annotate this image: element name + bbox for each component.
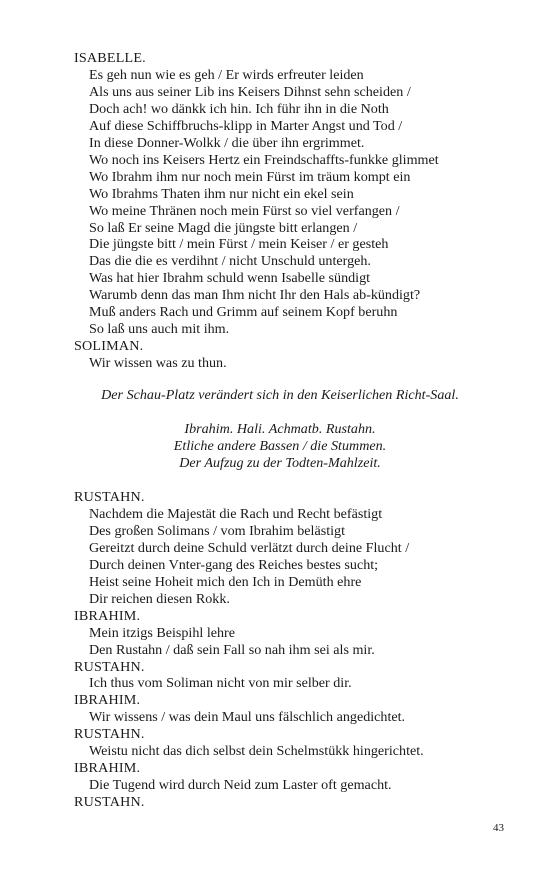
cast-list: [60, 421, 500, 472]
verse-line: Dir reichen diesen Rokk.: [89, 590, 230, 607]
verse-line: Auf diese Schiffbruchs-klipp in Marter Angst und Tod /: [89, 117, 403, 134]
verse-line: Die jüngste bitt / mein Fürst / mein Keiser / er gesteh: [89, 236, 389, 253]
verse-line: Den Rustahn / daß sein Fall so nah ihm sei als mir.: [89, 641, 375, 658]
verse-line: Des großen Solimans / vom Ibrahim belästigt: [89, 522, 345, 539]
verse-line: In diese Donner-Wolkk / die über ihn ergrimmet.: [89, 134, 365, 151]
stage-direction: [60, 387, 500, 404]
verse-line: Die Tugend wird durch Neid zum Laster oft gemacht.: [89, 777, 392, 794]
speaker-name: RUSTAHN.: [74, 794, 145, 811]
speaker-name: RUSTAHN.: [74, 489, 145, 505]
speaker-name: ISABELLE.: [74, 50, 146, 66]
verse-line: Heist seine Hoheit mich den Ich in Demüth ehre: [89, 573, 362, 590]
verse-line: Was hat hier Ibrahm schuld wenn Isabelle sündigt: [89, 270, 371, 287]
speaker-name: IBRAHIM.: [74, 760, 141, 777]
verse-line: Wo meine Thränen noch mein Fürst so viel verfangen /: [89, 202, 400, 219]
verse-line: So laß uns auch mit ihm.: [89, 321, 230, 338]
speaker-name: SOLIMAN.: [74, 338, 144, 355]
speaker-name: IBRAHIM.: [74, 692, 141, 709]
page-number: 43: [493, 822, 504, 834]
verse-line: Wir wissens / was dein Maul uns fälschlich angedichtet.: [89, 709, 406, 726]
verse-line: Das die die es verdihnt / nicht Unschuld untergeh.: [89, 253, 371, 270]
speaker-name: RUSTAHN.: [74, 658, 145, 675]
verse-line: Muß anders Rach und Grimm auf seinem Kopf beruhn: [89, 304, 398, 321]
verse-line: Weistu nicht das dich selbst dein Schelmstükk hingerichtet.: [89, 743, 424, 760]
dialogue-block-1: [74, 50, 494, 372]
verse-line: Nachdem die Majestät die Rach und Recht befästigt: [89, 505, 383, 522]
verse-line: Durch deinen Vnter-gang des Reiches bestes sucht;: [89, 556, 379, 573]
verse-line: Es geh nun wie es geh / Er wirds erfreuter leiden: [89, 66, 364, 83]
verse-line: Wo Ibrahms Thaten ihm nur nicht ein ekel sein: [89, 185, 354, 202]
speaker-name: RUSTAHN.: [74, 726, 145, 743]
cast-line: Der Aufzug zu der Todten-Mahlzeit.: [179, 454, 381, 471]
cast-line: Etliche andere Bassen / die Stummen.: [173, 437, 387, 454]
speaker-name: IBRAHIM.: [74, 607, 141, 624]
verse-line: Wo Ibrahm ihm nur noch mein Fürst im träum kompt ein: [89, 168, 411, 185]
verse-line: So laß Er seine Magd die jüngste bitt erlangen /: [89, 219, 358, 236]
verse-line: Mein itzigs Beispihl lehre: [89, 624, 236, 641]
verse-line: Wo noch ins Keisers Hertz ein Freindschaffts-funkke glimmet: [89, 151, 439, 168]
stage-direction-text: Der Schau-Platz verändert sich in den Keiserlichen Richt-Saal.: [101, 387, 459, 403]
dialogue-block-2: [74, 489, 494, 811]
verse-line: Als uns aus seiner Lib ins Keisers Dihnst sehn scheiden /: [89, 83, 411, 100]
verse-line: Ich thus vom Soliman nicht von mir selber dir.: [89, 675, 352, 692]
verse-line: Warumb denn das man Ihm nicht Ihr den Hals ab-kündigt?: [89, 287, 421, 304]
cast-line: Ibrahim. Hali. Achmatb. Rustahn.: [184, 421, 376, 437]
verse-line: Doch ach! wo dänkk ich hin. Ich führ ihn in die Noth: [89, 100, 389, 117]
verse-line: Gereitzt durch deine Schuld verlätzt durch deine Flucht /: [89, 539, 410, 556]
verse-line: Wir wissen was zu thun.: [89, 355, 227, 372]
